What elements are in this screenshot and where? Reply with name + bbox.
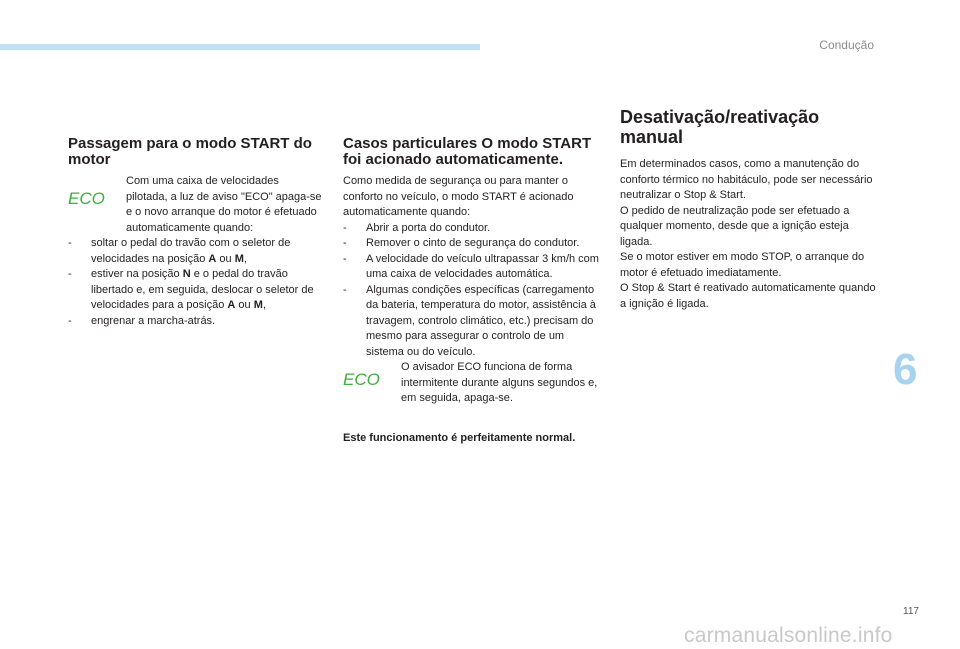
list-item: - A velocidade do veículo ultrapassar 3 km/h com uma caixa de velocidades automática.: [343, 252, 599, 283]
paragraph: Se o motor estiver em modo STOP, o arranque do motor é efetuado imediatamente.: [620, 251, 865, 279]
header-accent-bar: [0, 44, 480, 50]
eco-icon: [68, 190, 112, 206]
list-item: - Algumas condições específicas (carregamento da bateria, temperatura do motor, assistência à travagem, controlo climático, etc.) precisam do mesmo para assegurar o controlo de um sistema ou do veículo.: [343, 283, 599, 361]
heading-manual-toggle: Desativação/reativação manual: [620, 107, 820, 147]
eco-icon-label: ECO: [343, 371, 380, 387]
column-special-cases: [343, 136, 599, 446]
paragraph: O Stop & Start é reativado automaticamente quando a ignição é ligada.: [620, 282, 876, 310]
list-item: - engrenar a marcha-atrás.: [68, 314, 323, 330]
chapter-number: 6: [893, 345, 918, 394]
paragraph: Em determinados casos, como a manutenção do conforto térmico no habitáculo, pode ser necessário neutralizar o Stop & Start.: [620, 158, 873, 201]
page-number: 117: [903, 606, 919, 617]
heading-special-cases: Casos particulares O modo START foi acionado automaticamente.: [343, 135, 592, 168]
list-item: - Remover o cinto de segurança do condutor.: [343, 236, 599, 252]
normal-operation-note: Este funcionamento é perfeitamente normal.: [343, 431, 576, 444]
special-cases-list: [343, 221, 599, 361]
eco-icon: [343, 371, 387, 387]
eco-description: Com uma caixa de velocidades pilotada, a luz de aviso "ECO" apaga-se e o novo arranque do motor é efetuado automaticamente quando:: [126, 175, 322, 234]
column-manual-toggle: [620, 108, 878, 312]
intro-text: Como medida de segurança ou para manter o conforto no veículo, o modo START é acionado automaticamente quando:: [343, 175, 574, 218]
start-conditions-list: [68, 236, 323, 329]
watermark: carmanualsonline.info: [684, 624, 893, 647]
list-item: - estiver na posição N e o pedal do travão libertado e, em seguida, deslocar o seletor de velocidades para a posição A ou M,: [68, 267, 323, 314]
eco-blink-description: O avisador ECO funciona de forma intermitente durante alguns segundos e, em seguida, apaga-se.: [401, 361, 598, 404]
eco-warning-block: [68, 174, 323, 236]
column-start-mode: [68, 136, 323, 329]
section-title: Condução: [819, 38, 874, 52]
list-item: - Abrir a porta do condutor.: [343, 221, 599, 237]
eco-blink-block: [343, 360, 599, 407]
heading-start-mode: Passagem para o modo START do motor: [68, 135, 312, 168]
eco-icon-label: ECO: [68, 190, 105, 206]
paragraph: O pedido de neutralização pode ser efetuado a qualquer momento, desde que a ignição esteja ligada.: [620, 204, 850, 248]
list-item: - soltar o pedal do travão com o seletor de velocidades na posição A ou M,: [68, 236, 323, 267]
